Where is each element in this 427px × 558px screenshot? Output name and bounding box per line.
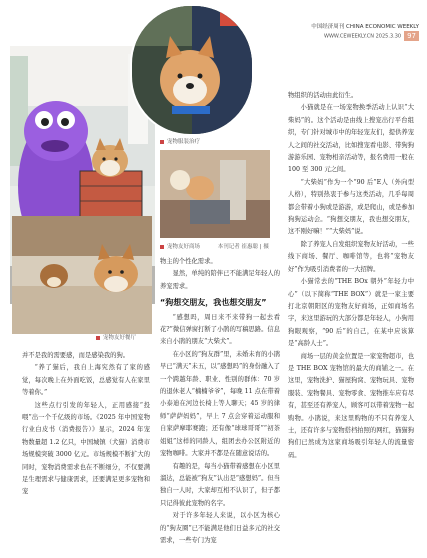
page-header: [311, 22, 419, 41]
paragraph: 这些点行引发的年轻人，正用感接“投喂”出一个千亿级的市场。《2025 年中国宠物行业白皮书（消费报告）》显示，2024 年宠物数量超 1.2 亿只，中国城镇（犬猫）消费市场规模突破 3000 亿元。市场规模不断扩大的同时，宠物消费需求也在不断细分，不仅要满足生理需求与健康需求，还要满足更多宠物和宠: [22, 401, 150, 496]
paragraph: 对于许多年轻人来说，以小区为核心的“狗友圈”已不能满足他们日益多元的社交需求，一些专门为宠: [160, 512, 280, 544]
caption-pet-friendly-mall: [160, 242, 269, 250]
shiba-photo-svg: [132, 6, 252, 134]
article-column-right: [288, 90, 414, 462]
caption-marker: [160, 140, 164, 144]
caption-pet-friendly-mall-text: 宠物友好商场: [167, 244, 201, 250]
page-number: 97: [404, 31, 419, 41]
paragraph: 商场一层的黄金位置是一家宠物超市，也是 THE BOX 宠物馆的最大的商铺之一。在这里，宠物洗护、猫屋狗窝、宠物玩具、宠物服装、宠物餐具、宠物零食、宠物推车应有尽有，甚至还有养宠人，顾客可以带着宠物一起购物。小鹃说，来这里购物的不只有养宠人士，还有许多与宠物搭档拍照的网红，猫猫狗狗们已然成为这家商场吸引年轻人的流量密码。: [288, 352, 414, 459]
paragraph: 小猫就是在一场宠物换季活动上认识“大柴妈”的。这个活动是由线上搜宠出行平台组织，专门针对城市中的年轻宠友们，提供养宠人之间的社交活动，比如搜宠看电影、带狗狗游游乐园、宠物相亲活动等，报名费用一般在 100 至 300 元之间。: [288, 104, 414, 174]
photo-pet-friendly-restaurant: [12, 216, 152, 334]
paragraph: “感想吗，周日来不来带狗一起去看花?”微信弹窗打断了小鹃的写稿思路。信息来自小鹃的朋友“大柴犬”。: [160, 313, 280, 346]
caption-pet-treatment-text: 宠物服装治疗: [167, 139, 201, 145]
paragraph: “养了猫后，我自上海究然有了家的感觉，每次晚上在外面吃饭，总感觉有人在家里等着你。”: [22, 364, 150, 397]
paragraph: 在小区的“狗友群”里，未婚未育的小鹃早已“满天”未五，以“感想吗”的身份融入了一个跨越年龄、职业、性别的群体：70 岁的退休老人“楠楠爷爷”，每晚 11 点在带着小泰迪在河边长椅上等人聊天；45 岁的律师“萨萨妈妈”，早上 7 点会穿着运动服和自家萨摩耶赛跑；还有像“球球哥哥”“初茶姐姐”这样的同龄人，组团去办公区附近的宠物咖啡。大家并不都是在随意说话的。: [160, 350, 280, 458]
paragraph: 物主的个性化需求。: [160, 258, 217, 265]
paragraph: 物组织的活动由此衍生。: [288, 92, 358, 99]
magazine-title: [311, 22, 419, 30]
paragraph: 除了养宠人自发组织宠物友好活动，一些线下商场、餐厅、咖啡馆等，也将“宠物友好”作为吸引消费者的一大招牌。: [288, 240, 414, 273]
magazine-issue-line: [311, 31, 419, 41]
section-heading: “狗想交朋友，我也想交朋友”: [160, 298, 267, 308]
paragraph: 小猫常去的“THE BOx 朝外”年轻力中心”（以下简称“THE BOX”）就是一家主要打北京朝阳区的宠物友好商场，正如商场名字，来这里游玩的大部分都是年轻人，小狗用狗眼观察，“90 后”的自己，在某中应该算是“高龄人士”。: [288, 278, 414, 348]
photo-pet-treatment: [130, 4, 254, 136]
magazine-issue: WWW.CEWEEKLY.CN 2025.3.30: [324, 33, 402, 40]
article-column-left: [22, 350, 150, 499]
caption-pet-friendly-restaurant-text: 宠物友好餐厅: [103, 335, 137, 341]
caption-pet-treatment: [160, 137, 200, 145]
pet-mall-photo-svg: [160, 150, 270, 238]
photo-pet-friendly-mall: [160, 150, 270, 238]
paragraph: “大柴妈”作为一个“90 后”E人（外向型人格），特别热衷于参与这类活动，几乎每周都会带着小狗或是游游，或是爬山，或是参加狗狗运动会。“狗想交朋友，我也想交朋友，这不刚好嘛！”“大柴妈”说。: [288, 178, 414, 236]
paragraph: 并不是我的需要感，而是感染我的狗。: [22, 352, 130, 359]
article-column-middle: [160, 256, 280, 547]
caption-marker: [96, 336, 100, 340]
photo-credit: 本刊记者 崔惠聪 | 摄: [217, 244, 269, 250]
caption-marker: [160, 245, 164, 249]
paragraph: 有趣的是，每当小猫带着感想在小区里溜达，总能被“狗友”认出是“感想妈”。但当独自一人时，大家却互相不认识了，但子都只记得彼此宠物的名字。: [160, 462, 280, 507]
paragraph: 显然，单纯的陪伴已不能满足年轻人的养宠需求。: [160, 270, 280, 290]
magazine-name: 中国经济周刊 CHINA ECONOMIC WEEKLY: [311, 24, 419, 30]
restaurant-photo-svg: [12, 216, 152, 334]
caption-pet-friendly-restaurant: [96, 333, 136, 341]
